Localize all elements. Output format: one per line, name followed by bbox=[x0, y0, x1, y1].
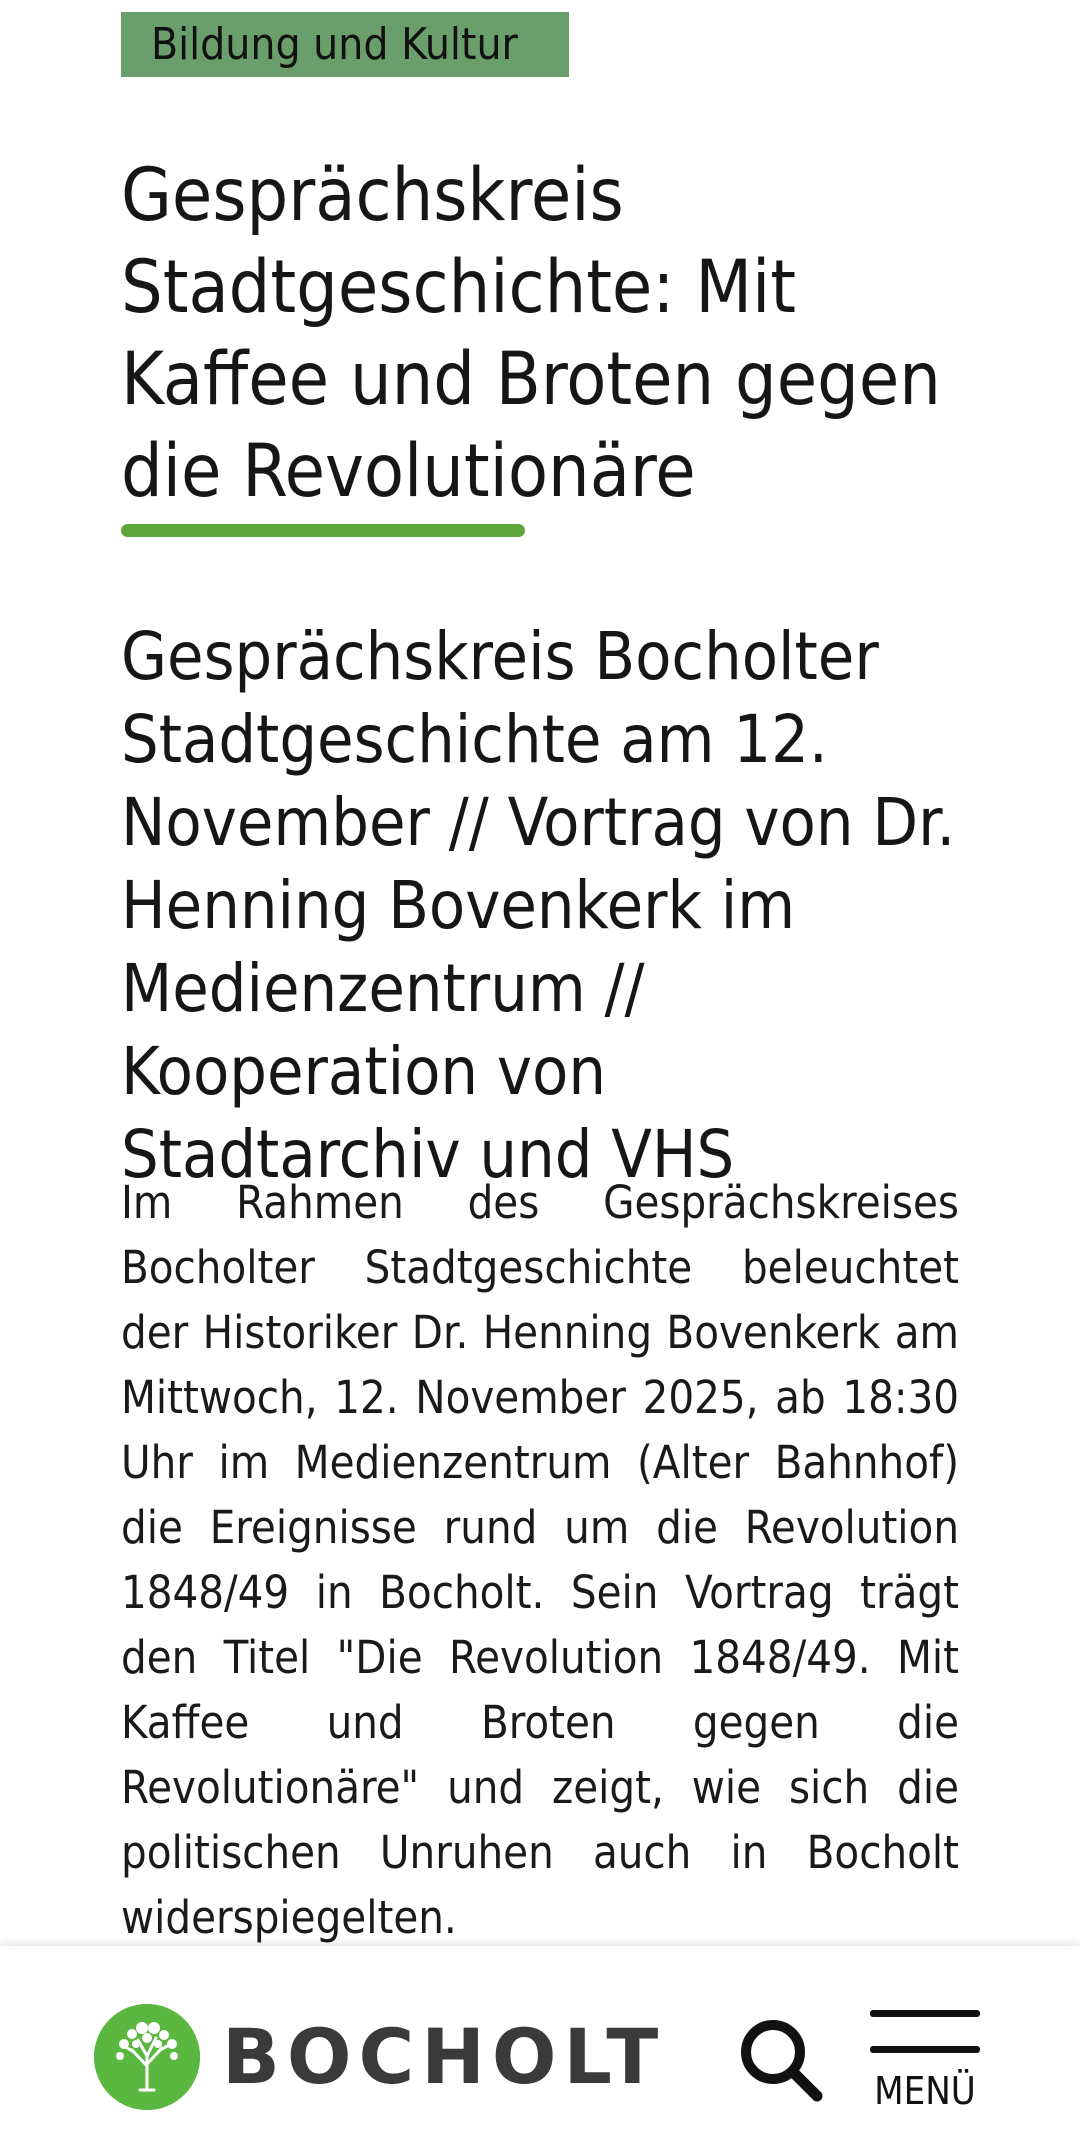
bottom-navigation bbox=[0, 1946, 1080, 2154]
search-button[interactable] bbox=[735, 2014, 825, 2104]
menu-button[interactable] bbox=[870, 2010, 980, 2120]
category-badge[interactable]: Bildung und Kultur bbox=[121, 12, 569, 77]
article-subtitle: Gesprächskreis Bocholter Stadtgeschichte am 12. November // Vortrag von Dr. Henning Bovenkerk im Medienzentrum // Kooperation von Stadtarchiv und VHS bbox=[121, 618, 956, 1193]
article-title: Gesprächskreis Stadtgeschichte: Mit Kaffee und Broten gegen die Revolutionäre bbox=[121, 153, 941, 514]
title-underline bbox=[121, 524, 525, 537]
tree-icon bbox=[94, 2004, 200, 2110]
menu-label: MENÜ bbox=[874, 2069, 976, 2113]
logo-wordmark: BOCHOLT bbox=[222, 2012, 666, 2101]
article-body: Im Rahmen des Gesprächskreises Bocholter Stadtgeschichte beleuchtet der Historiker Dr. Henning Bovenkerk am Mittwoch, 12. November 2025, ab 18:30 Uhr im Medienzentrum (Alter Bahnhof) die Ereignisse rund um die Revolution 1848/49 in Bocholt. Sein Vortrag trägt den Titel "Die Revolution 1848/49. Mit Kaffee und Broten gegen die Revolutionäre" und zeigt, wie sich die politischen Unruhen auch in Bocholt widerspiegelten. bbox=[121, 1176, 959, 1944]
search-icon bbox=[735, 2014, 825, 2104]
